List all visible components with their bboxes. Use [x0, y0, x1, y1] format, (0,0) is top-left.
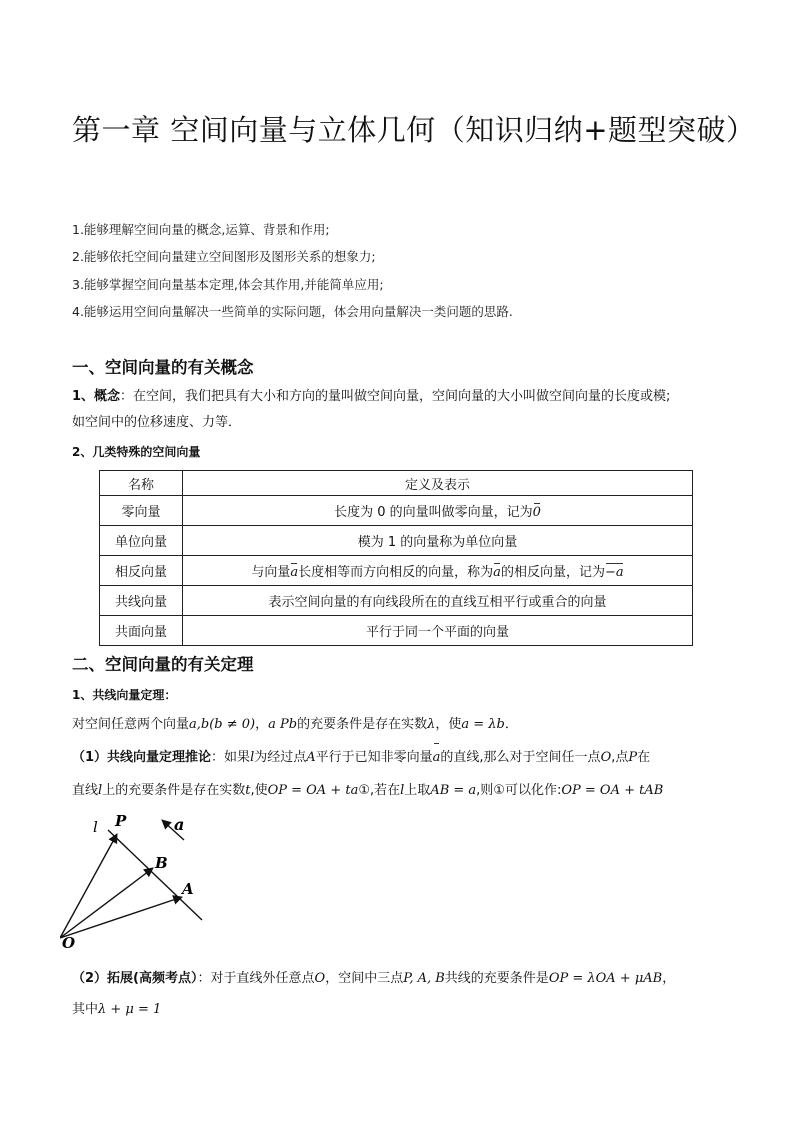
table-header-definition: 定义及表示: [183, 471, 693, 496]
label-P: P: [115, 812, 127, 830]
math-expression: A: [306, 750, 316, 765]
statement-text: 上取: [404, 783, 431, 798]
statement-text: ：如果: [211, 750, 251, 765]
math-expression: P: [628, 750, 638, 765]
table-row: [100, 526, 693, 556]
math-expression: OP = OA + tAB: [561, 783, 664, 798]
math-expression: a: [433, 745, 441, 771]
vector-a-symbol: a: [493, 565, 501, 580]
math-expression: AB = a: [430, 783, 477, 798]
math-expression: OP = λOA + μAB: [548, 971, 663, 986]
label-B: B: [155, 854, 168, 872]
section1-heading: 一、空间向量的有关概念: [72, 358, 254, 377]
statement-text: 为经过点: [254, 750, 307, 765]
table-cell-definition: 模为 1 的向量称为单位向量: [183, 526, 693, 556]
concept-text: ：在空间，我们把具有大小和方向的量叫做空间向量，空间向量的大小叫做空间向量的长度或模;: [120, 389, 671, 404]
table-cell-definition: [183, 556, 693, 586]
definition-text: 长度相等而方向相反的向量，称为: [298, 565, 494, 580]
math-expression: l: [250, 750, 255, 765]
statement-text: ,则①可以化作:: [476, 783, 562, 798]
concept-paragraph: [72, 384, 762, 410]
label-O: O: [62, 934, 76, 948]
statement-text: 上的充要条件是存在实数: [102, 783, 246, 798]
statement-text: ①,若在: [358, 783, 401, 798]
statement-text: 共线的充要条件是: [444, 971, 549, 986]
table-cell-name: 单位向量: [100, 526, 183, 556]
statement-text: ：对于直线外任意点: [197, 971, 315, 986]
collinear-theorem-statement: [72, 712, 762, 738]
statement-text: 直线: [72, 783, 99, 798]
statement-text: ,点: [611, 750, 629, 765]
math-expression: a,b(b ≠ 0): [189, 717, 256, 732]
math-expression: a Pb: [268, 717, 298, 732]
corollary-label: （1）共线向量定理推论: [72, 750, 212, 765]
label-A: A: [182, 880, 194, 898]
concept-paragraph-2: 如空间中的位移速度、力等．: [72, 415, 242, 430]
statement-text: ，: [662, 971, 676, 986]
corollary-paragraph-2: [72, 778, 762, 804]
statement-text: 平行于已知非零向量: [315, 750, 433, 765]
table-row: [100, 496, 693, 526]
extension-paragraph: [72, 966, 762, 992]
table-row: [100, 616, 693, 646]
table-cell-name: 共面向量: [100, 616, 183, 646]
table-cell-definition: [183, 496, 693, 526]
statement-text: ，空间中三点: [325, 971, 404, 986]
vector-OA: [60, 897, 182, 938]
label-l: l: [93, 818, 98, 836]
concept-label: 1、概念: [72, 389, 121, 404]
math-expression: l: [98, 783, 103, 798]
table-row: [100, 586, 693, 616]
math-expression: t: [245, 783, 251, 798]
objective-1: 1.能够理解空间向量的概念,运算、背景和作用;: [72, 222, 330, 237]
math-expression: P, A, B: [403, 971, 445, 986]
table-cell-definition: 平行于同一个平面的向量: [183, 616, 693, 646]
extension-label: （2）拓展(高频考点）: [72, 971, 198, 986]
math-expression: OP = OA + ta: [267, 783, 359, 798]
table-row: [100, 556, 693, 586]
table-header-row: [100, 471, 693, 496]
section2-heading: 二、空间向量的有关定理: [72, 655, 254, 674]
table-cell-name: 共线向量: [100, 586, 183, 616]
opposite-vector-symbol: −a: [604, 565, 624, 580]
objective-4: 4.能够运用空间向量解决一些简单的实际问题，体会用向量解决一类问题的思路.: [72, 304, 513, 319]
math-expression: O: [314, 971, 326, 986]
collinear-theorem-label: 1、共线向量定理：: [72, 688, 177, 702]
corollary-paragraph: [72, 745, 762, 771]
table-cell-name: 零向量: [100, 496, 183, 526]
definition-text: 与向量: [251, 565, 291, 580]
page-title: 第一章 空间向量与立体几何（知识归纳+题型突破）: [72, 113, 756, 147]
objective-2: 2.能够依托空间向量建立空间图形及图形关系的想象力;: [72, 249, 376, 264]
table-cell-name: 相反向量: [100, 556, 183, 586]
vector-OB: [60, 868, 153, 938]
vector-a-symbol: a: [290, 565, 299, 580]
statement-text: ，使: [435, 717, 462, 732]
statement-text: ,使: [250, 783, 268, 798]
statement-text: 对空间任意两个向量: [72, 717, 190, 732]
statement-text: 的直线,那么对于空间任一点: [440, 750, 601, 765]
definition-text: 长度为 0 的向量叫做零向量，记为: [334, 505, 533, 520]
math-expression: λ: [427, 717, 436, 732]
special-vectors-label: 2、几类特殊的空间向量: [72, 445, 201, 459]
statement-text: ，: [255, 717, 269, 732]
extension-paragraph-2: [72, 997, 762, 1023]
math-expression: λ + μ = 1: [98, 1002, 162, 1017]
definition-text: 的相反向量，记为: [500, 565, 605, 580]
collinear-vector-figure: [60, 808, 220, 948]
statement-text: 在: [637, 750, 651, 765]
objective-3: 3.能够掌握空间向量基本定理,体会其作用,并能简单应用;: [72, 277, 384, 292]
table-header-name: 名称: [100, 471, 183, 496]
math-expression: l: [400, 783, 405, 798]
zero-vector-symbol: 0: [532, 505, 541, 520]
statement-text: ．: [504, 717, 518, 732]
statement-text: 的充要条件是存在实数: [297, 717, 428, 732]
math-expression: O: [600, 750, 612, 765]
table-cell-definition: 表示空间向量的有向线段所在的直线互相平行或重合的向量: [183, 586, 693, 616]
label-a: a: [174, 815, 185, 834]
special-vectors-table: [99, 470, 693, 646]
math-expression: a = λb: [461, 717, 505, 732]
statement-text: 其中: [72, 1002, 99, 1017]
